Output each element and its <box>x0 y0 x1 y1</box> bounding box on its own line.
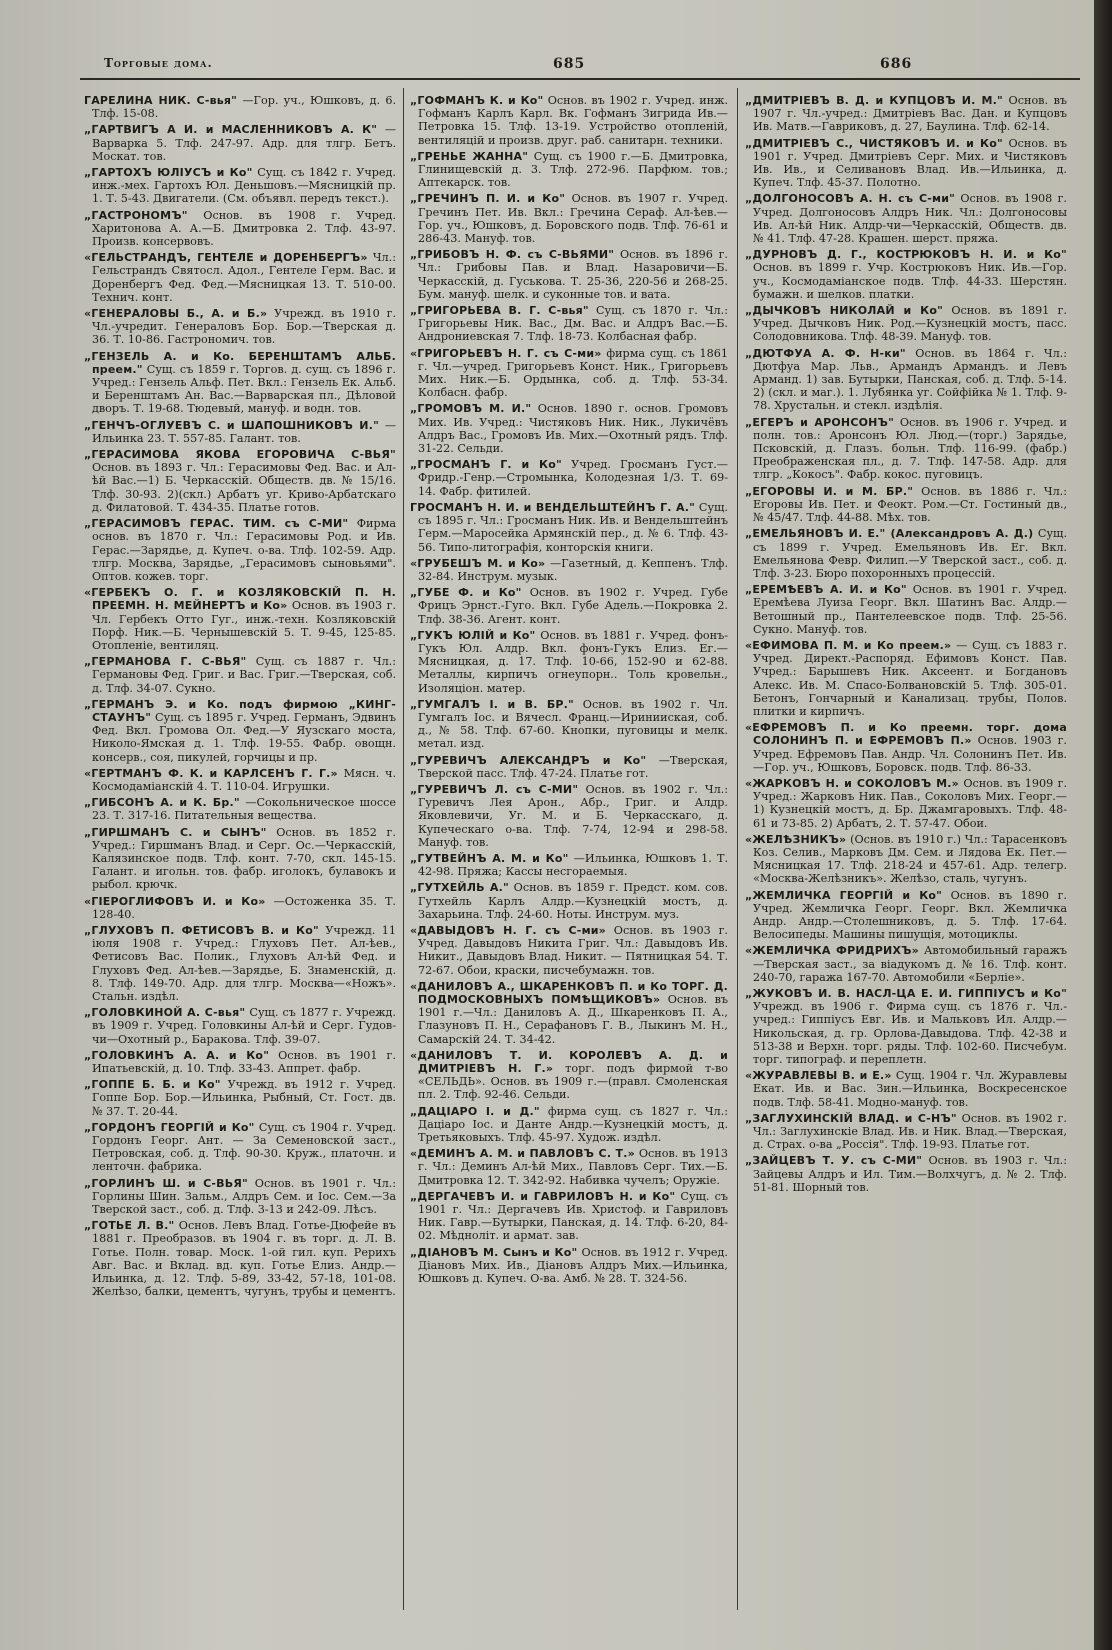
directory-entry <box>84 123 396 163</box>
firm-name: „ГУРЕВИЧЪ Л. съ С-МИ" <box>410 782 579 796</box>
book-spine <box>1094 0 1112 1650</box>
column-3 <box>745 94 1067 1620</box>
firm-details: Основ. въ 1891 г. Учред. Дычковъ Ник. Род.—Кузнецкій мостъ, пасс. Солодовникова. Тлф. 48-39. Мануф. тов. <box>753 304 1067 344</box>
firm-details: Сущ. съ 1900 г.—Б. Дмитровка, Глинищевскій д. 3. Тлф. 272-96. Парфюм. тов.; Аптекарск. тов. <box>418 149 728 190</box>
firm-details: Основ. въ 1901 г. Учред. Еремѣева Луиза Георг. Вкл. Шатинъ Вас. Алдр.—Ветошный пр., Пантелеевское подв. Тлф. 25-56. Сукно. Мануф. тов. <box>753 583 1067 636</box>
directory-entry <box>745 485 1067 525</box>
firm-name: „ГРОМОВЪ М. И." <box>410 402 532 416</box>
column-2 <box>410 94 728 1620</box>
firm-name: „ГОТЬЕ Л. В." <box>84 1219 175 1233</box>
firm-details: —Сокольническое шоссе 23. Т. 317-16. Питательныя вещества. <box>92 796 396 823</box>
directory-entry <box>410 248 728 301</box>
directory-entry <box>745 304 1067 344</box>
firm-details: Основ. въ 1901 г. Учред. Дмитріевъ Серг. Мих. и Чистяковъ Ив. Ив., и Селивановъ Влад. Ив.—Ильинка, д. Купеч. Тлф. 45-37. Полотно. <box>753 136 1067 190</box>
firm-name: «ДАВЫДОВЪ Н. Г. съ С-ми» <box>410 923 606 937</box>
firm-name: „ГЕНЧЪ-ОГЛУЕВЪ С. и ШАПОШНИКОВЪ И." <box>84 418 380 432</box>
firm-name: „ГРОСМАНЪ Г. и Ко" <box>410 458 562 472</box>
firm-details: торг. подъ фирмой т-во «СЕЛЬДЬ». Основ. въ 1909 г.—(правл. Смоленская пл. 2. Тлф. 92-46. Сельди. <box>418 1062 728 1102</box>
firm-details: Учред. Гросманъ Густ.—Фридр.-Генр.—Стромынка, Колодезная 1/3. Т. 69-14. Фабр. фитилей. <box>418 458 728 498</box>
firm-name: „ДАЦІАРО І. и Д." <box>410 1104 540 1118</box>
firm-name: „ГЕРАСИМОВЪ ГЕРАС. ТИМ. съ С-МИ" <box>84 517 349 531</box>
directory-entry <box>410 1147 728 1187</box>
firm-details: Основ. въ 1901 г. Ипатьевскій, д. 10. Тлф. 33-43. Аппрет. фабр. <box>92 1048 396 1076</box>
directory-entry <box>410 1190 728 1243</box>
firm-name: «ЕФИМОВА П. М. и Ко преем.» <box>745 638 952 652</box>
directory-entry <box>84 767 396 793</box>
directory-entry <box>84 796 396 822</box>
directory-entry <box>84 1219 396 1298</box>
firm-name: „ГЕРМАНЪ Э. и Ко. подъ фирмою „КИНГ-СТАУНЪ" <box>84 697 396 724</box>
firm-details: Основ. въ 1902 г. Учред. инж. Гофманъ Карлъ Карл. Вк. Гофманъ Зигрида Ив.—Петровка 15. Тлф. 13-19. Устройство отопленій, вентиляцій и произв. друг. раб. санитарн. техники. <box>418 94 728 147</box>
firm-details: Основ. въ 1899 г. Учр. Кострюковъ Ник. Ив.—Гор. уч., Космодамiанское подв. Тлф. 44-33. Шерстян. бумажн. и шелков. платки. <box>753 261 1067 301</box>
firm-name: „ГРЕЧИНЪ П. И. и Ко" <box>410 192 566 206</box>
firm-name: „ЗАЙЦЕВЪ Т. У. съ С-МИ" <box>745 1154 923 1168</box>
firm-details: — Сущ. съ 1883 г. Учред. Директ.-Распоряд. Ефимовъ Конст. Пав. Учред.: Барышевъ Ник. Аксеент. и Богдановъ Алекс. Ив. М. Спасо-Болвановскій 5. Тлф. 305-01. Бетонъ, Гончарный и Канализац. трубы, Полов. плитки и кирпичъ. <box>753 638 1067 718</box>
directory-entry <box>84 698 396 764</box>
firm-details: Основ. въ 1886 г. Чл.: Егоровы Ив. Пет. и Феокт. Ром.—Ст. Гостиный дв., № 45/47. Тлф. 44-88. Мѣх. тов. <box>753 484 1067 525</box>
firm-details: Сущ. съ 1877 г. Учрежд. въ 1909 г. Учред. Головкины Ал-ѣй и Серг. Гудов-чи—Охотный р., Баракова. Тлф. 39-07. <box>92 1006 396 1046</box>
firm-details: —Остоженка 35. Т. 128-40. <box>92 894 396 921</box>
directory-entry <box>410 94 728 147</box>
firm-details: Основ. въ 1852 г. Учред.: Гиршманъ Влад. и Серг. Ос.—Черкасскій, Калязинское подв. Тлф. конт. 7-70, скл. 145-15. Галант. и игольн. тов. фабр. иголокъ, булавокъ и рыбол. крючк. <box>92 825 396 892</box>
firm-name: „ЖУКОВЪ И. В. НАСЛ-ЦА Е. И. ГИППІУСЪ и Ко" <box>745 987 1067 1000</box>
directory-entry <box>84 166 396 206</box>
firm-name: «ГРУБЕШЪ М. и Ко» <box>410 556 546 570</box>
page-number-left: 685 <box>553 56 586 72</box>
directory-entry <box>410 402 728 455</box>
firm-name: „ГАРТВИГЪ А И. и МАСЛЕННИКОВЪ А. К" <box>84 123 378 137</box>
directory-entry <box>745 583 1067 636</box>
firm-name: „ГЕНЗЕЛЬ А. и Ко. БЕРЕНШТАМЪ АЛЬБ. преем." <box>84 349 396 376</box>
directory-entry <box>745 347 1067 413</box>
directory-entry <box>410 783 728 849</box>
directory-entry <box>410 980 728 1046</box>
directory-entry <box>410 1105 728 1145</box>
firm-name: „ГОЛОВКИНОЙ А. С-вья" <box>84 1006 246 1020</box>
firm-details: Основ. въ 1902 г. Чл.: Гуревичъ Лея Арон., Абр., Григ. и Алдр. Яковлевичи, Уг. М. и Б. Черкасскаго, д. Купеческаго о-ва. Тлф. 7-74, 12-94 и 298-58. Мануф. тов. <box>418 782 728 849</box>
firm-name: „ДЮТФУА А. Ф. Н-ки" <box>745 346 906 360</box>
directory-entry <box>410 304 728 344</box>
directory-entry <box>745 527 1067 580</box>
directory-entry <box>84 1121 396 1174</box>
firm-details: Основ. въ 1893 г. Чл.: Герасимовы Фед. Вас. и Ал-ѣй Вас.—1) Б. Черкасскій. Обществ. дв. № 15/16. Тлф. 30-93. 2)(скл.) Арбатъ уг. Криво-Арбатскаго д. Филатовой. Т. 434-35. Платье готов. <box>92 461 396 514</box>
directory-entry <box>410 698 728 751</box>
firm-name: «ЖЕЛѢЗНИКЪ» <box>745 832 847 846</box>
firm-details: Сущ. съ 1895 г. Учред. Германъ, Эдвинъ Фед. Вкл. Громова Ол. Фед.—У Яузскаго моста, Николо-Ямская д. 1. Тлф. 19-55. Фабр. овощн. консерв., соя, пикулей, горчицы и пр. <box>92 710 396 764</box>
firm-details: Сущ. 1904 г. Чл. Журавлевы Екат. Ив. и Вас. Зин.—Ильинка, Воскресенское подв. Тлф. 58-41. Модно-мануф. тов. <box>753 1069 1067 1109</box>
firm-name: „ГОФМАНЪ К. и Ко" <box>410 94 544 107</box>
firm-name: „ГРИГОРЬЕВА В. Г. С-вья" <box>410 304 589 318</box>
firm-name: „ЕГЕРЪ и АРОНСОНЪ" <box>745 415 895 429</box>
directory-entry <box>410 192 728 245</box>
directory-entry <box>410 557 728 583</box>
firm-details: Основ. 1890 г. основ. Громовъ Мих. Ив. Учред.: Чистяковъ Ник. Ник., Лукичёвъ Алдръ Вас., Громовъ Ив. Мих.—Охотный рядъ. Тлф. 31-22. Сельди. <box>418 402 728 456</box>
directory-entry <box>84 307 396 347</box>
firm-name: «ДАНИЛОВЪ Т. И. КОРОЛЕВЪ А. Д. и ДМИТРІЕВЪ Н. Г.» <box>410 1048 728 1076</box>
firm-name: ГАРЕЛИНА НИК. С-вья" <box>84 94 238 107</box>
directory-entry <box>745 639 1067 718</box>
firm-details: Основ. въ 1901 г.—Чл.: Даниловъ А. Д., Шкаренковъ П. А., Глазуновъ П. Н., Серафановъ Г. В., Лыкинъ М. Н., Самарскій 24. Т. 34-42. <box>418 993 728 1046</box>
firm-name: „ГОЛОВКИНЪ А. А. и Ко" <box>84 1048 270 1062</box>
directory-entry <box>745 1069 1067 1109</box>
firm-details: Основ. въ 1906 г. Учред. и полн. тов.: Аронсонъ Юл. Люд.—(торг.) Зарядье, Псковскій, д. Глазъ. больн. Тлф. 116-99. (фабр.) Преображенская пл., д. 7. Тлф. 147-58. Адр. для тлгр. „Кокосъ". Фабр. кокос. пуговицъ. <box>753 415 1067 482</box>
directory-entry <box>745 1112 1067 1152</box>
firm-name: «ГЕРТМАНЪ Ф. К. и КАРЛСЕНЪ Г. Г.» <box>84 766 338 780</box>
firm-name: „ДМИТРІЕВЪ С., ЧИСТЯКОВЪ И. и Ко" <box>745 136 1003 150</box>
firm-details: Основ. въ 1913 г. Чл.: Деминъ Ал-ѣй Мих., Павловъ Серг. Тих.—Б. Дмитровка 12. Т. 342-92. Набивка чучелъ; Оружіе. <box>418 1147 728 1187</box>
directory-entry <box>410 586 728 626</box>
firm-details: Основ. въ 1890 г. Учред. Жемличка Георг. Георг. Вкл. Жемличка Андр. Андр.—Столешниковъ, д. 5. Тлф. 17-64. Велосипеды. Машины пишущія, мотоциклы. <box>753 888 1067 942</box>
firm-details: —Варварка 5. Тлф. 247-97. Адр. для тлгр. Бетъ. Москат. тов. <box>92 123 396 163</box>
directory-entry <box>410 924 728 977</box>
firm-details: Основ. въ 1912 г. Учред. Діановъ Мих. Ив., Діановъ Алдръ Мих.—Ильинка, Юшковъ д. Купеч. О-ва. Амб. № 28. Т. 324-56. <box>418 1245 728 1286</box>
directory-entry <box>410 881 728 921</box>
directory-entry <box>745 94 1067 134</box>
firm-details: Сущ. съ 1899 г. Учред. Емельяновъ Ив. Ег. Вкл. Емельянова Февр. Филип.—У Тверской заст., соб. д. Тлф. 3-23. Бюро похоронныхъ процессій. <box>753 527 1067 580</box>
directory-entry <box>84 1006 396 1046</box>
firm-details: —Ильинка 23. Т. 557-85. Галант. тов. <box>92 418 396 445</box>
firm-name: «ДЕМИНЪ А. М. и ПАВЛОВЪ С. Т.» <box>410 1147 635 1161</box>
firm-details: Основ. въ 1903 г. Чл.: Зайцевы Алдръ и Ил. Тим.—Волхчугъ, д. № 2. Тлф. 51-81. Шорный тов. <box>753 1154 1067 1194</box>
firm-details: Основ. въ 1909 г. Учред.: Жарковъ Ник. Пав., Соколовъ Мих. Георг.—1) Кузнецкій мостъ, д. Бр. Джамгаровыхъ. Тлф. 48-61 и 73-85. 2) Арбатъ, 2. Т. 57-47. Обои. <box>753 776 1067 830</box>
firm-name: „ЗАГЛУХИНСКІЙ ВЛАД. и С-НЪ" <box>745 1111 957 1125</box>
directory-entry <box>745 777 1067 830</box>
firm-details: Основ. въ 1908 г. Учред. Харитонова А. А.—Б. Дмитровка 2. Тлф. 43-97. Произв. консервовъ. <box>92 208 396 249</box>
firm-details: Автомобильный гаражъ—Тверская заст., за віадукомъ д. № 16. Тлф. конт. 240-70, гаража 167-70. Автомобили «Берліе». <box>753 944 1067 984</box>
firm-name: „ДІАНОВЪ М. Сынъ и Ко" <box>410 1245 578 1259</box>
firm-name: „ГУМГАЛЪ І. и В. БР." <box>410 697 574 711</box>
firm-details: фирма сущ. съ 1861 г. Чл.—учред. Григорьевъ Конст. Ник., Григорьевъ Мих. Ник.—Б. Ордынка, соб. д. Тлф. 53-34. Колбасн. фабр. <box>418 346 728 400</box>
directory-entry <box>745 248 1067 301</box>
directory-entry <box>84 655 396 695</box>
firm-name: „ГИБСОНЪ А. и К. Бр." <box>84 796 240 810</box>
firm-name: ГРОСМАНЪ Н. И. и ВЕНДЕЛЬШТЕЙНЪ Г. А." <box>410 500 696 514</box>
firm-name: „ГУРЕВИЧЪ АЛЕКСАНДРЪ и Ко" <box>410 753 647 767</box>
firm-name: „ГЕРМАНОВА Г. С-ВЬЯ" <box>84 655 247 669</box>
firm-details: —Газетный, д. Кеппенъ. Тлф. 32-84. Инструм. музык. <box>418 556 728 583</box>
firm-name: «ЖЕМЛИЧКА ФРИДРИХЪ» <box>745 944 919 958</box>
firm-name: „ГИРШМАНЪ С. и СЫНЪ" <box>84 825 267 839</box>
firm-name: „ЕМЕЛЬЯНОВЪ И. Е." (Александровъ А. Д.) <box>745 527 1034 541</box>
directory-entry <box>84 1049 396 1075</box>
directory-entry <box>84 1177 396 1217</box>
firm-details: Основ. въ 1907 г. Чл.-учред.: Дмитріевъ Вас. Дан. и Купцовъ Ив. Матв.—Гавриковъ, д. 27, Баулина. Тлф. 62-14. <box>753 94 1067 134</box>
firm-name: «ГЕЛЬСТРАНДЪ, ГЕНТЕЛЕ и ДОРЕНБЕРГЪ» <box>84 251 368 265</box>
firm-details: Основ. въ 1864 г. Чл.: Дютфуа Мар. Льв., Армандъ Армандъ. и Левъ Арманд. 1) зав. Бутырки, Панская, соб. д. Тлф. 5-14. 2) (скл. и маг.). 1. Лубянка уг. Сойфійка № 1. Тлф. 9-78. Хрустальн. и стекл. издѣлія. <box>753 346 1067 413</box>
firm-details: Фирма основ. въ 1870 г. Чл.: Герасимовы Род. и Ив. Герас.—Зарядье, д. Купеч. о-ва. Тлф. 102-59. Адр. тлгр. Москва, Зарядье, „Герасимовъ сыновьями". Оптов. кожев. торг. <box>92 517 396 583</box>
firm-details: Чл.: Гельстрандъ Святосл. Адол., Гентеле Герм. Вас. и Доренбергъ Фед. Фед.—Мясницкая 13. Т. 510-00. Технич. конт. <box>92 251 396 304</box>
firm-name: «ГЕРБЕКЪ О. Г. и КОЗЛЯКОВСКІЙ П. Н. ПРЕЕМН. Н. МЕЙНЕРТЪ и Ко» <box>84 586 396 613</box>
firm-details: фирма сущ. съ 1827 г. Чл.: Даціаро Іос. и Данте Андр.—Кузнецкій мостъ, д. Третьяковыхъ. Тлф. 45-97. Худож. издѣл. <box>418 1104 728 1145</box>
firm-name: „ГОРДОНЪ ГЕОРГІЙ и Ко" <box>84 1120 255 1134</box>
directory-entry <box>410 458 728 498</box>
directory-entry <box>745 721 1067 774</box>
firm-details: —Ильинка, Юшковъ 1. Т. 42-98. Пряжа; Кассы несгораемыя. <box>418 851 728 879</box>
column-divider <box>403 88 404 1610</box>
running-head-section: Торговые дома. <box>104 56 213 70</box>
directory-entry <box>745 833 1067 886</box>
directory-entry <box>745 1154 1067 1194</box>
directory-entry <box>745 987 1067 1066</box>
directory-entry <box>410 629 728 695</box>
directory-entry <box>84 1078 396 1118</box>
firm-details: Сущ. съ 1842 г. Учред. инж.-мех. Гартохъ Юл. Деньшовъ.—Мясницкій пр. 1. Т. 5-43. Двигатели. (См. объявл. передъ текст.). <box>92 166 396 206</box>
firm-details: Основ. въ 1908 г. Учред. Долгоносовъ Алдръ Ник. Чл.: Долгоносовы Ив. Ал-ѣй Ник. Алдр-чи—Черкасскій, Обществ. дв. № 41. Тлф. 47-28. Крашен. шерст. пряжа. <box>753 192 1067 246</box>
firm-name: «ГЕНЕРАЛОВЫ Б., А. и Б.» <box>84 307 268 321</box>
firm-name: „ДЫЧКОВЪ НИКОЛАЙ и Ко" <box>745 304 944 318</box>
firm-name: «ДАНИЛОВЪ А., ШКАРЕНКОВЪ П. и Ко ТОРГ. Д. ПОДМОСКОВНЫХЪ ПОМѢЩИКОВЪ» <box>410 979 728 1006</box>
firm-details: Основ. въ 1903 г. Учред. Давыдовъ Никита Григ. Чл.: Давыдовъ Ив. Никит., Давыдовъ Влад. Никит. — Пятницкая 54. Т. 72-67. Обои, краски, писчебумажн. тов. <box>418 923 728 977</box>
firm-name: «ЕФРЕМОВЪ П. и Ко преемн. торг. дома СОЛОНИНЪ П. и ЕФРЕМОВЪ П.» <box>745 721 1067 748</box>
directory-entry <box>745 137 1067 190</box>
firm-name: „ЖЕМЛИЧКА ГЕОРГІЙ и Ко" <box>745 888 943 902</box>
firm-name: «ГРИГОРЬЕВЪ Н. Г. съ С-ми» <box>410 346 602 360</box>
directory-entry <box>84 895 396 921</box>
firm-name: «ЖАРКОВЪ Н. и СОКОЛОВЪ М.» <box>745 776 959 790</box>
firm-details: Учрежд. 11 іюля 1908 г. Учред.: Глуховъ Пет. Ал-ѣев., Фетисовъ Вас. Полик., Глуховъ Ал-ѣй Фед. и Глуховъ Фед. Ал-ѣев.—Зарядье, Б. Знаменскій, д. 8. Тлф. 149-70. Адр. для тлгр. Москва—«Ножъ». Стальн. издѣл. <box>92 923 396 1003</box>
firm-name: „ДЕРГАЧЕВЪ И. и ГАВРИЛОВЪ Н. и Ко" <box>410 1189 676 1203</box>
firm-name: „ГУКЪ ЮЛІЙ и Ко" <box>410 628 536 642</box>
firm-details: Основ. въ 1881 г. Учред. фонъ-Гукъ Юл. Алдр. Вкл. фонъ-Гукъ Елиз. Ег.—Мясницкая, д. 17. Тлф. 10-66, 152-90 и 62-88. Металлы, кирпичъ огнеупорн.. Толь кровельн., Изоляціон. матер. <box>418 628 728 695</box>
directory-entry <box>410 347 728 400</box>
column-1 <box>84 94 396 1620</box>
firm-name: «ГІЕРОГЛИФОВЪ И. и Ко» <box>84 894 266 908</box>
directory-entry <box>410 852 728 878</box>
firm-name: «ЖУРАВЛЕВЫ В. и Е.» <box>745 1069 892 1083</box>
firm-details: —Тверская, Тверской пасс. Тлф. 47-24. Платье гот. <box>418 753 728 780</box>
directory-entry <box>84 94 396 120</box>
directory-entry <box>745 944 1067 984</box>
firm-name: „ГЛУХОВЪ П. ФЕТИСОВЪ В. и Ко" <box>84 923 319 937</box>
firm-details: —Гор. уч., Юшковъ, д. 6. Тлф. 15-08. <box>92 94 396 121</box>
directory-entry <box>410 1246 728 1286</box>
firm-details: Сущ. съ 1870 г. Чл.: Григорьевы Ник. Вас., Дм. Вас. и Алдръ Вас.—Б. Андрониевская 7. Тлф. 18-73. Колбасная фабр. <box>418 304 728 344</box>
directory-entry <box>410 1049 728 1102</box>
directory-entry <box>745 192 1067 245</box>
firm-name: „ЕГОРОВЫ И. и М. БР." <box>745 484 914 498</box>
firm-details: Сущ. съ 1895 г. Чл.: Гросманъ Ник. Ив. и Вендельштейнъ Герм.—Маросейка Армянскій пер., д. № 6. Тлф. 43-56. Типо-литографія, конторскія книги. <box>418 500 728 554</box>
firm-details: Сущ. съ 1887 г. Чл.: Германовы Фед. Григ. и Вас. Григ.—Тверская, соб. д. Тлф. 34-07. Сукно. <box>92 655 396 695</box>
firm-details: Основ. 1903 г. Учред. Ефремовъ Пав. Андр. Чл. Солонинъ Пет. Ив.—Гор. уч., Юшковъ, Боровск. подв. Тлф. 86-33. <box>753 734 1067 774</box>
page-number-right: 686 <box>880 56 913 72</box>
firm-name: „ГУТВЕЙНЪ А. М. и Ко" <box>410 851 569 865</box>
firm-details: Учрежд. въ 1912 г. Учред. Гоппе Бор. Бор.—Ильинка, Рыбный, Ст. Гост. дв. № 37. Т. 20-44. <box>92 1078 396 1118</box>
firm-details: Учрежд. въ 1910 г. Чл.-учредит. Генераловъ Бор. Бор.—Тверская д. 36. Т. 10-86. Гастрономич. тов. <box>92 307 396 347</box>
directory-entry <box>84 448 396 514</box>
directory-entry <box>84 419 396 445</box>
firm-name: „ДУРНОВЪ Д. Г., КОСТРЮКОВЪ Н. И. и Ко" <box>745 248 1067 262</box>
directory-entry <box>745 416 1067 482</box>
firm-details: Основ. Левъ Влад. Готье-Дюфейе въ 1881 г. Преобразов. въ 1904 г. въ торг. д. Л. В. Готье. Полн. товар. Моск. 1-ой гил. куп. Рерихъ Авг. Вас. и Вклад. вд. куп. Готье Елиз. Андр.—Ильинка, д. 12. Тлф. 5-89, 33-42, 57-18, 101-08. Желѣзо, балки, цементъ, чугунъ, трубы и цементъ. <box>92 1219 396 1299</box>
firm-details: Основ. въ 1901 г. Чл.: Горлины Шин. Зальм., Алдръ Сем. и Іос. Сем.—За Тверской заст., соб. д. Тлф. 3-13 и 242-09. Лѣсъ. <box>92 1176 396 1217</box>
column-divider <box>737 88 738 1610</box>
directory-entry <box>410 754 728 780</box>
firm-name: „ГРЕНЬЕ ЖАННА" <box>410 149 529 163</box>
firm-details: Основ. въ 1902 г. Чл.: Заглухинскіе Влад. Ив. и Ник. Влад.—Тверская, д. Страх. о-ва „Россія". Тлф. 19-93. Платье гот. <box>753 1111 1067 1152</box>
firm-name: „ДОЛГОНОСОВЪ А. Н. съ С-ми" <box>745 192 956 206</box>
directory-entry <box>410 150 728 190</box>
directory-entry <box>84 826 396 892</box>
firm-details: Основ. въ 1907 г. Учред. Гречинъ Пет. Ив. Вкл.: Гречина Сераф. Ал-ѣев.—Гор. уч., Юшковъ, д. Боровского подв. Тлф. 76-61 и 286-43. Мануф. тов. <box>418 192 728 246</box>
directory-entry <box>84 924 396 1003</box>
directory-entry <box>745 889 1067 942</box>
firm-details: Сущ. съ 1904 г. Учред. Гордонъ Георг. Ант. — За Семеновской заст., Петровская, соб. д. Тлф. 90-30. Круж., платочн. и ленточн. фабрика. <box>92 1120 396 1174</box>
directory-entry <box>84 251 396 304</box>
firm-name: „ГРИБОВЪ Н. Ф. съ С-ВЬЯМИ" <box>410 248 615 262</box>
firm-name: „ДМИТРІЕВЪ В. Д. и КУПЦОВЪ И. М." <box>745 94 1003 107</box>
firm-details: Основ. въ 1903 г. Чл. Гербекъ Отто Гуг., инж.-техн. Козляковскій Порф. Ник.—Б. Чернышевскій 5. Т. 9-45, 125-85. Отопленіе, вентиляц. <box>92 599 396 652</box>
firm-name: „ГУБЕ Ф. и Ко" <box>410 586 522 600</box>
firm-details: Сущ. съ 1859 г. Торгов. д. сущ. съ 1896 г. Учред.: Гензель Альф. Пет. Вкл.: Гензель Ек. Альб. и Беренштамъ Ан. Вас.—Варварская пл., Дѣловой дворъ. Т. 19-68. Тюдевый, мануф. и водн. тов. <box>92 362 396 416</box>
header-rule <box>80 78 1080 80</box>
directory-entry <box>410 501 728 554</box>
firm-details: (Основ. въ 1910 г.) Чл.: Тарасенковъ Коз. Селив., Марковъ Дм. Сем. и Лядова Ек. Пет.—Мясницкая 17. Тлф. 218-24 и 457-61. Адр. телегр. «Москва-Желѣзникъ». Желѣзо, сталь, чугунъ. <box>753 832 1067 886</box>
directory-entry <box>84 350 396 416</box>
firm-details: Мясн. ч. Космодамiанскій 4. Т. 110-04. Игрушки. <box>92 766 396 793</box>
firm-name: „ГОРЛИНЪ Ш. и С-ВЬЯ" <box>84 1176 248 1190</box>
firm-name: „ГАСТРОНОМЪ" <box>84 208 188 222</box>
firm-name: „ГАРТОХЪ ЮЛIУСЪ и Ко" <box>84 166 253 180</box>
directory-entry <box>84 586 396 652</box>
firm-name: „ЕРЕМѢЕВЪ А. И. и Ко" <box>745 583 907 597</box>
firm-details: Основ. въ 1902 г. Учред. Губе Фрицъ Эрнст.-Гуго. Вкл. Губе Адель.—Покровка 2. Тлф. 38-36. Агент. конт. <box>418 586 728 626</box>
directory-entry <box>84 517 396 583</box>
firm-details: Основ. въ 1896 г. Чл.: Грибовы Пав. и Влад. Назаровичи—Б. Черкасскій, д. Гуськова. Т. 25-36, 220-56 и 268-25. Бум. мануф. шелк. и суконные тов. и вата. <box>418 248 728 301</box>
firm-details: Основ. въ 1902 г. Чл. Гумгалъ Іос. и Вячесл. Франц.—Иринииская, соб. д., № 58. Тлф. 67-60. Кнопки, пуговицы и мелк. метал. изд. <box>418 697 728 751</box>
firm-name: „ГУТХЕЙЛЬ А." <box>410 881 509 895</box>
firm-name: „ГОППЕ Б. Б. и Ко" <box>84 1078 221 1092</box>
firm-details: Сущ. съ 1901 г. Чл.: Дергачевъ Ив. Христоф. и Гавриловъ Ник. Гавр.—Бутырки, Панская, д. 14. Тлф. 6-20, 84-02. Мѣдноліт. и армат. зав. <box>418 1189 728 1243</box>
firm-details: Основ. въ 1859 г. Предст. ком. сов. Гутхейль Карлъ Алдр.—Кузнецкій мостъ, д. Захарьина. Тлф. 24-60. Ноты. Инструм. муз. <box>418 881 728 921</box>
firm-name: „ГЕРАСИМОВА ЯКОВА ЕГОРОВИЧА С-ВЬЯ" <box>84 448 396 462</box>
directory-entry <box>84 209 396 249</box>
firm-details: Учрежд. въ 1906 г. Фирма сущ. съ 1876 г. Чл.-учред.: Гиппіусъ Евг. Ив. и Мальковъ Ил. Алдр.—Никольская, д. гр. Орлова-Давыдова. Тлф. 42-38 и 513-38 и Верхн. торг. ряды. Тлф. 102-60. Писчебум. торг. типограф. и переплетн. <box>753 1000 1067 1067</box>
